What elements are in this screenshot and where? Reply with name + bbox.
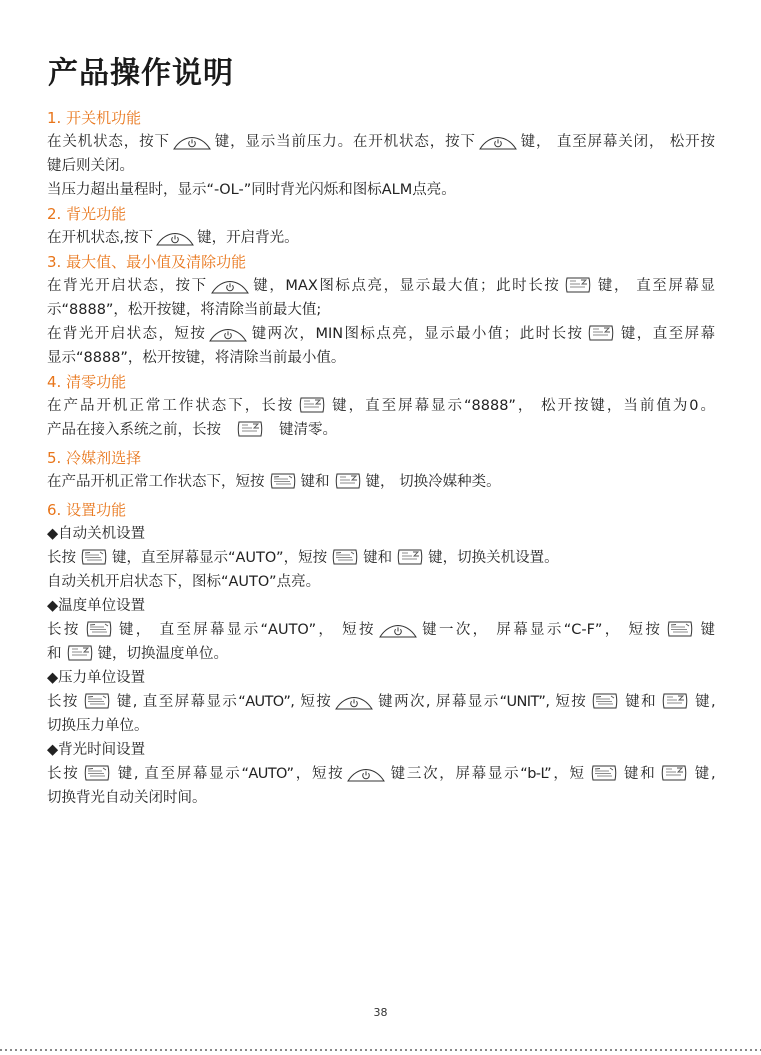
refrigerant-line [47, 470, 715, 494]
max-min-line-2: 示“8888”，松开按键，将清除当前最大值; [47, 302, 322, 318]
bottom-dotted-border [0, 1049, 761, 1051]
max-min-button-icon [268, 472, 298, 498]
section-heading-power: 1. 开关机功能 [47, 109, 142, 127]
text: 键和 [621, 766, 657, 782]
pressure-unit-label: ◆压力单位设置 [47, 670, 146, 686]
max-min-button-icon [330, 548, 360, 574]
text: 键，直至屏幕显示“AUTO”，短按 [112, 550, 328, 566]
auto-off-line-1 [47, 546, 715, 570]
text: 键， 直至屏幕关闭， 松开按 [519, 134, 716, 150]
power-instruction-line-1 [47, 130, 715, 154]
text: 键和 [623, 694, 658, 710]
max-min-button-icon [590, 692, 620, 718]
text: 键，切换关机设置。 [428, 550, 559, 566]
section-heading-refrigerant: 5. 冷媒剂选择 [47, 449, 142, 467]
zero-button-icon [586, 324, 616, 350]
text: 长按 [47, 694, 79, 710]
text: 键一次， 屏幕显示“C-F”， 短按 [419, 622, 663, 638]
power-button-icon [379, 622, 417, 646]
zero-button-icon [660, 692, 690, 718]
page-title: 产品操作说明 [48, 56, 234, 91]
text: 键, [693, 694, 715, 710]
text: 键和 [300, 474, 330, 490]
text: 键，显示当前压力。在开机状态，按下 [213, 134, 476, 150]
power-button-icon [173, 134, 211, 158]
text: 键三次，屏幕显示“b-L”，短 [388, 766, 586, 782]
text: 在背光开启状态，短按 [47, 326, 207, 342]
text: 键，MAX图标点亮，显示最大值；此时长按 [251, 278, 561, 294]
zero-button-icon [659, 764, 689, 790]
section-heading-backlight: 2. 背光功能 [47, 205, 127, 223]
text: 键清零。 [279, 422, 337, 438]
backlight-time-line-2: 切换背光自动关闭时间。 [47, 790, 207, 806]
auto-off-line-2: 自动关机开启状态下，图标“AUTO”点亮。 [47, 574, 321, 590]
text: 产品在接入系统之前，长按 [47, 422, 221, 438]
text: 键， 直至屏幕显示“AUTO”， 短按 [116, 622, 376, 638]
text: 键两次, 屏幕显示“UNIT”, 短按 [376, 694, 588, 710]
zero-button-icon [333, 472, 363, 498]
page-number: 38 [373, 1006, 388, 1019]
max-min-line-1 [47, 274, 715, 298]
text: 长按 [47, 622, 81, 638]
max-min-line-3 [47, 322, 715, 346]
text: 键和 [363, 550, 393, 566]
backlight-time-label: ◆背光时间设置 [47, 742, 146, 758]
power-instruction-line-3: 当压力超出量程时，显示“-OL-”同时背光闪烁和图标ALM点亮。 [47, 182, 456, 198]
text: 键， 直至屏幕显 [596, 278, 715, 294]
zero-button-icon [395, 548, 425, 574]
text: 在开机状态,按下 [47, 230, 154, 246]
text: 键, 直至屏幕显示“AUTO”, 短按 [114, 694, 333, 710]
power-button-icon [347, 766, 385, 790]
backlight-instruction-line [47, 226, 715, 250]
max-min-line-4: 显示“8888”，松开按键，将清除当前最小值。 [47, 350, 346, 366]
text: 键，开启背光。 [197, 230, 299, 246]
zero-button-icon [563, 276, 593, 302]
text: 长按 [47, 766, 80, 782]
backlight-time-line-1 [47, 762, 715, 786]
text: 键，切换温度单位。 [97, 646, 228, 662]
text: 键, 直至屏幕显示“AUTO”，短按 [115, 766, 345, 782]
text: 键，直至屏幕显示“8888”， 松开按键，当前值为0。 [330, 398, 716, 414]
zero-line-1 [47, 394, 715, 418]
section-heading-max-min: 3. 最大值、最小值及清除功能 [47, 253, 247, 271]
text: 键, [692, 766, 715, 782]
pressure-unit-line-1 [47, 690, 715, 714]
power-button-icon [335, 694, 373, 718]
text: 键，直至屏幕 [619, 326, 716, 342]
power-button-icon [479, 134, 517, 158]
text: 键两次，MIN图标点亮，显示最小值；此时长按 [250, 326, 584, 342]
text: 键， 切换冷媒种类。 [365, 474, 501, 490]
auto-off-label: ◆自动关机设置 [47, 526, 146, 542]
text: 在产品开机正常工作状态下，短按 [47, 474, 265, 490]
temp-unit-label: ◆温度单位设置 [47, 598, 146, 614]
temp-unit-line-1 [47, 618, 715, 642]
text: 键 [698, 622, 715, 638]
text: 在背光开启状态，按下 [47, 278, 208, 294]
zero-line-2 [47, 418, 715, 442]
power-instruction-line-2: 键后则关闭。 [47, 158, 134, 174]
section-heading-settings: 6. 设置功能 [47, 501, 127, 519]
pressure-unit-line-2: 切换压力单位。 [47, 718, 149, 734]
text: 在关机状态，按下 [47, 134, 170, 150]
max-min-button-icon [589, 764, 619, 790]
text: 在产品开机正常工作状态下，长按 [47, 398, 295, 414]
zero-button-icon [235, 420, 265, 446]
max-min-button-icon [665, 620, 695, 646]
text: 和 [47, 646, 62, 662]
manual-content [47, 106, 715, 810]
text: 长按 [47, 550, 76, 566]
section-heading-zero: 4. 清零功能 [47, 373, 127, 391]
